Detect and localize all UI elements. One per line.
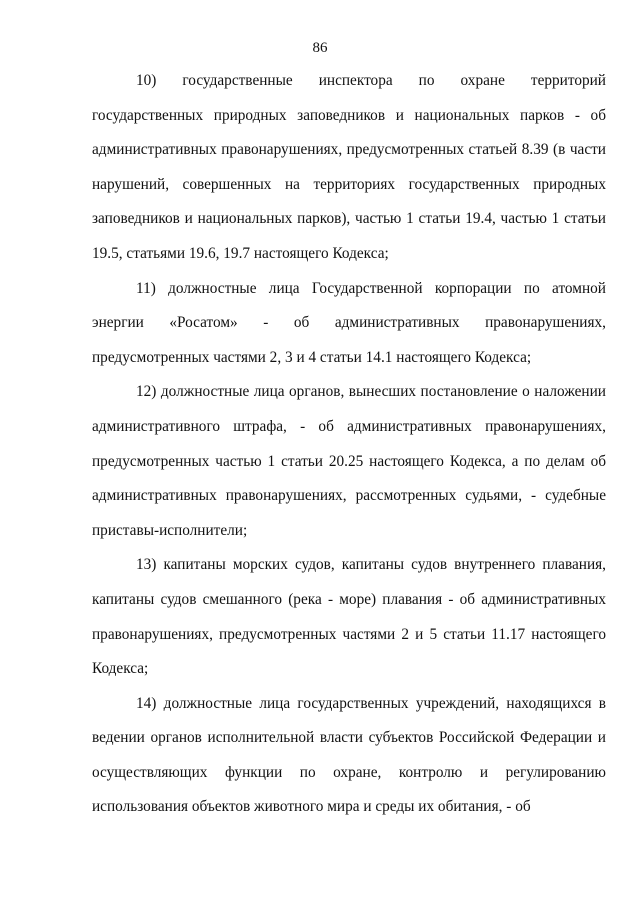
paragraph-item-10: 10) государственные инспектора по охране территорий государственных природных заповедников и национальных парков - об административных правонарушениях, предусмотренных статьей 8.39 (в части нарушений, совершенных на территориях государственных природных заповедников и национальных парков), частью 1 статьи 19.4, частью 1 статьи 19.5, статьями 19.6, 19.7 настоящего Кодекса; xyxy=(92,72,606,262)
paragraph-item-14: 14) должностные лица государственных учреждений, находящихся в ведении органов исполнительной власти субъектов Российской Федерации и осуществляющих функции по охране, контролю и регулированию использования объектов животного мира и среды их обитания, - об xyxy=(92,694,606,816)
document-body xyxy=(92,64,606,825)
paragraph-item-13: 13) капитаны морских судов, капитаны судов внутреннего плавания, капитаны судов смешанного (река - море) плавания - об административных правонарушениях, предусмотренных частями 2 и 5 статьи 11.17 настоящего Кодекса; xyxy=(92,556,606,678)
page-number: 86 xyxy=(312,40,328,56)
paragraph-item-11: 11) должностные лица Государственной корпорации по атомной энергии «Росатом» - об административных правонарушениях, предусмотренных частями 2, 3 и 4 статьи 14.1 настоящего Кодекса; xyxy=(92,279,606,366)
paragraph-item-12: 12) должностные лица органов, вынесших постановление о наложении административного штрафа, - об административных правонарушениях, предусмотренных частью 1 статьи 20.25 настоящего Кодекса, а по делам об административных правонарушениях, рассмотренных судьями, - судебные приставы-исполнители; xyxy=(92,383,606,539)
